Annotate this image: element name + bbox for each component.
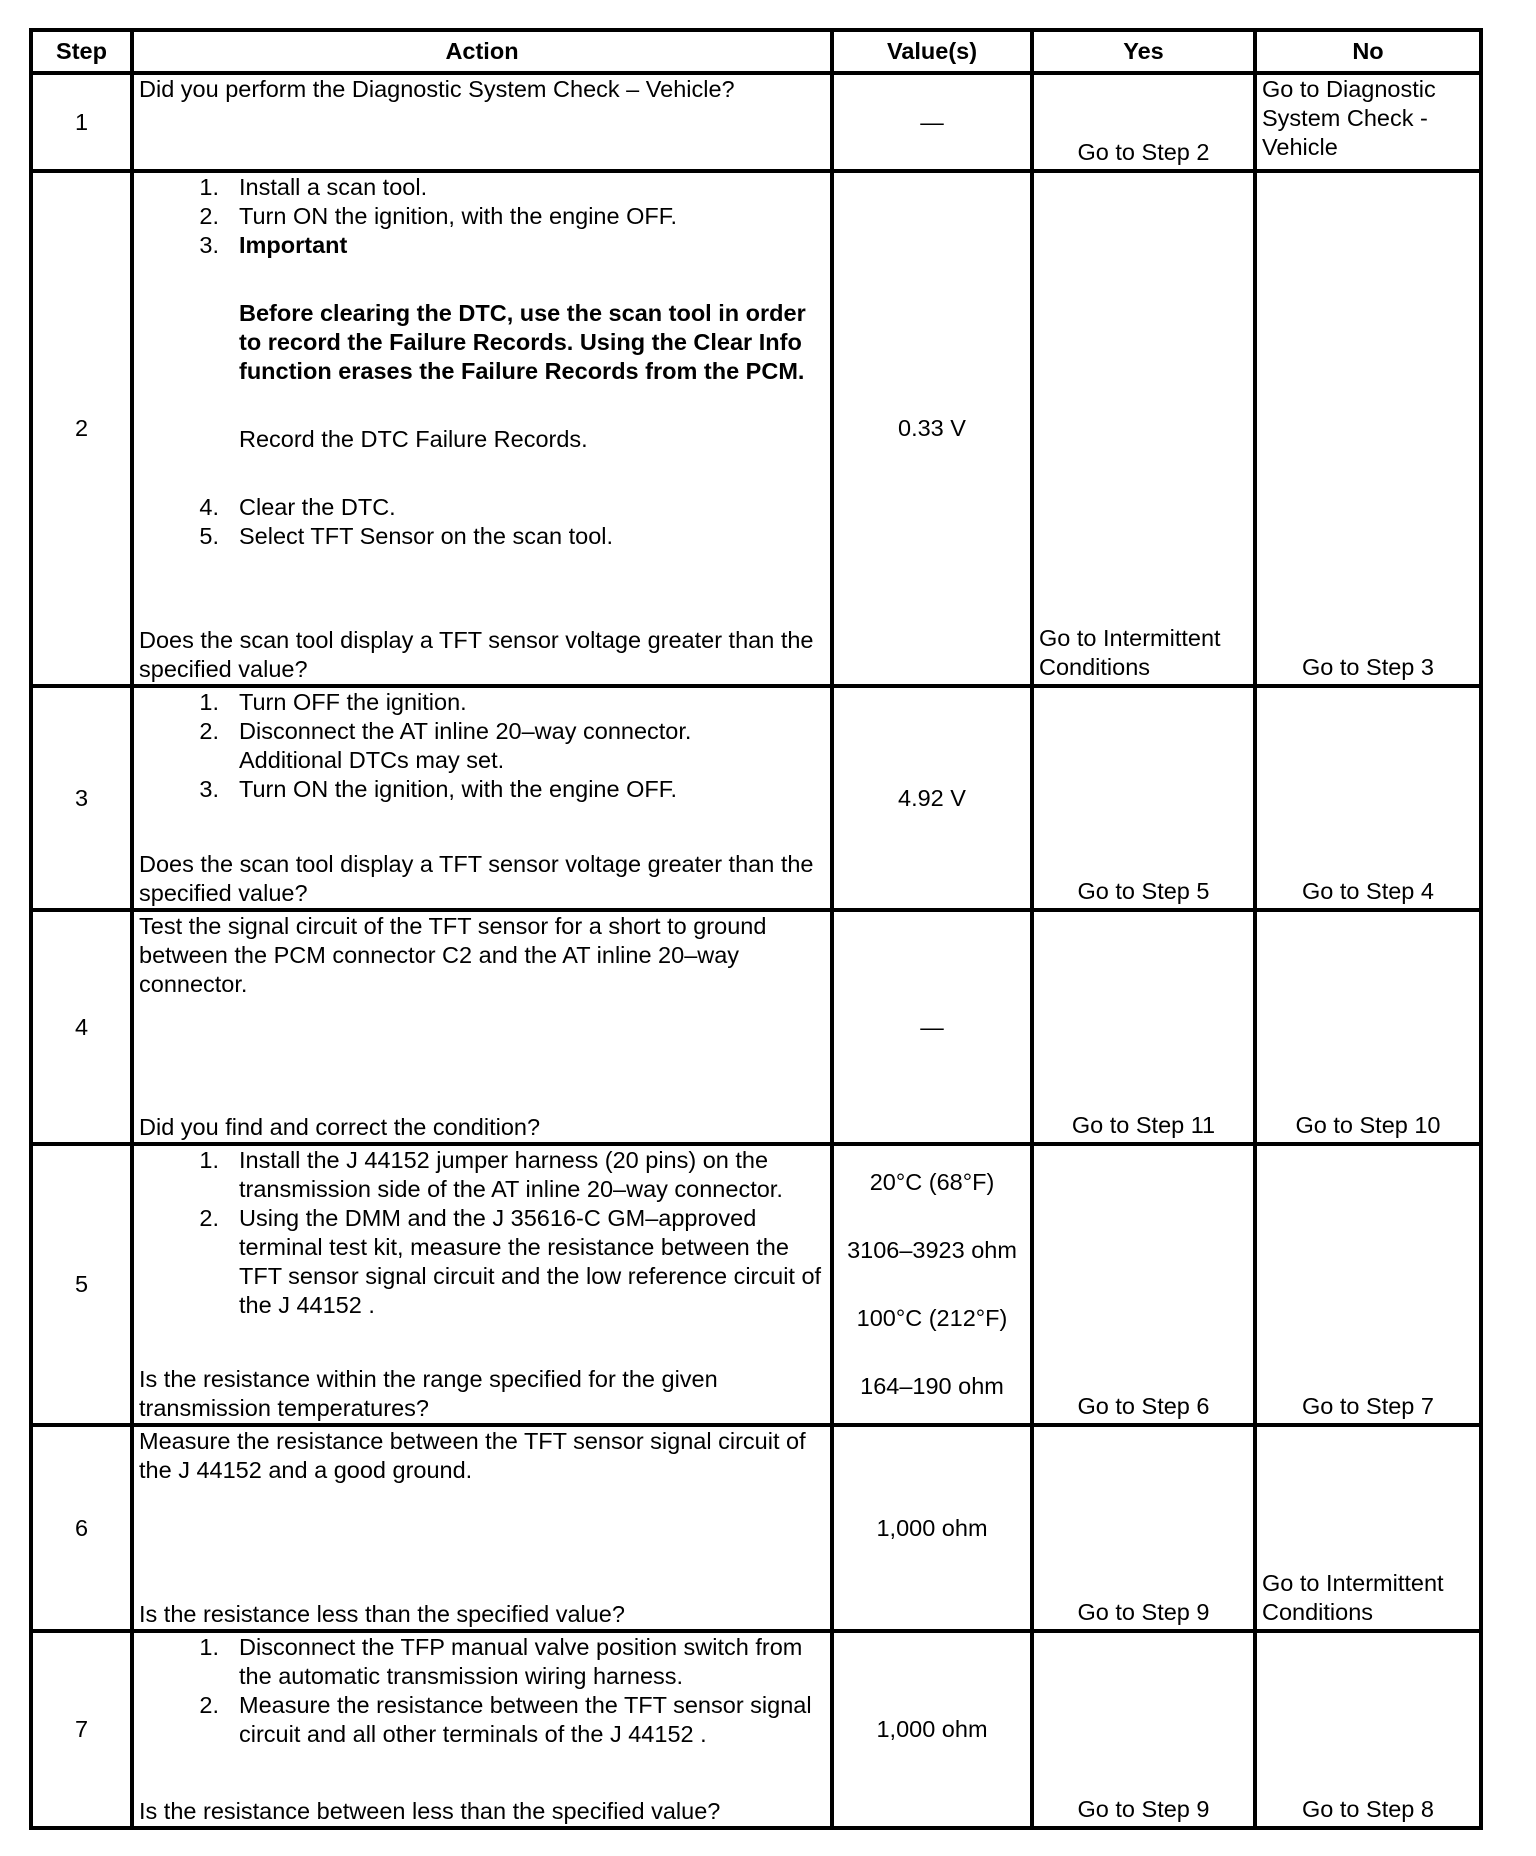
yes-link[interactable]: Go to Step 11 xyxy=(1071,1112,1216,1138)
value-cell: 0.33 V xyxy=(832,171,1032,686)
list-item: 2. Turn ON the ignition, with the engine OFF. xyxy=(199,203,678,229)
step-header: Step xyxy=(31,30,132,73)
temp-value: 100°C (212°F) xyxy=(856,1305,1008,1331)
list-item: 5. Select TFT Sensor on the scan tool. xyxy=(199,523,614,549)
diagnostic-table xyxy=(29,28,1483,1830)
no-cell xyxy=(1255,910,1481,1144)
table-row xyxy=(31,73,1481,171)
action-steps xyxy=(139,1146,825,1320)
yes-cell xyxy=(1032,73,1255,171)
action-instruction: Measure the resistance between the TFT sensor signal circuit of the J 44152 and a good ground. xyxy=(139,1428,806,1483)
yes-cell xyxy=(1032,1144,1255,1425)
no-cell xyxy=(1255,686,1481,910)
action-steps xyxy=(139,1633,825,1749)
list-item: Record the DTC Failure Records. xyxy=(239,426,588,452)
step-number: 7 xyxy=(31,1631,132,1828)
yes-cell xyxy=(1032,1425,1255,1631)
action-cell xyxy=(132,171,832,686)
action-cell xyxy=(132,1631,832,1828)
no-link[interactable]: Go to Intermittent Conditions xyxy=(1262,1570,1444,1625)
important-note: Before clearing the DTC, use the scan tool in order to record the Failure Records. Using the Clear Info function erases the Failure Records from the PCM. xyxy=(239,300,806,384)
table-row xyxy=(31,171,1481,686)
action-cell xyxy=(132,1425,832,1631)
resistance-value: 164–190 ohm xyxy=(860,1373,1004,1399)
action-instruction: Test the signal circuit of the TFT sensor for a short to ground between the PCM connector C2 and the AT inline 20–way connector. xyxy=(139,913,767,997)
yes-link[interactable]: Go to Step 9 xyxy=(1077,1599,1210,1625)
list-item: 2. Using the DMM and the J 35616-C GM–approved terminal test kit, measure the resistance between the TFT sensor signal circuit and the low reference circuit of the J 44152 . xyxy=(199,1205,822,1318)
yes-link[interactable]: Go to Intermittent Conditions xyxy=(1039,625,1221,680)
list-item: 1. Disconnect the TFP manual valve position switch from the automatic transmission wiring harness. xyxy=(199,1634,803,1689)
table-row xyxy=(31,1425,1481,1631)
yes-link[interactable]: Go to Step 2 xyxy=(1077,139,1210,165)
yes-link[interactable]: Go to Step 5 xyxy=(1077,878,1210,904)
value-cell: — xyxy=(832,73,1032,171)
value-cell: 4.92 V xyxy=(832,686,1032,910)
list-item: 2. Measure the resistance between the TFT sensor signal circuit and all other terminals of the J 44152 . xyxy=(199,1692,812,1747)
table-row xyxy=(31,910,1481,1144)
step-number: 1 xyxy=(31,73,132,171)
action-steps xyxy=(139,173,825,551)
no-header: No xyxy=(1255,30,1481,73)
action-question: Is the resistance less than the specified value? xyxy=(139,1601,625,1627)
action-cell xyxy=(132,73,832,171)
yes-link[interactable]: Go to Step 6 xyxy=(1077,1393,1210,1419)
yes-cell xyxy=(1032,910,1255,1144)
value-cell: 1,000 ohm xyxy=(832,1631,1032,1828)
action-header: Action xyxy=(132,30,832,73)
step-number: 5 xyxy=(31,1144,132,1425)
step-number: 2 xyxy=(31,171,132,686)
no-link[interactable]: Go to Step 8 xyxy=(1302,1796,1434,1822)
list-item: 1. Install a scan tool. xyxy=(199,174,428,200)
action-question: Did you find and correct the condition? xyxy=(139,1114,541,1140)
action-cell xyxy=(132,910,832,1144)
no-cell xyxy=(1255,1425,1481,1631)
yes-cell xyxy=(1032,171,1255,686)
yes-cell xyxy=(1032,1631,1255,1828)
no-link[interactable]: Go to Step 3 xyxy=(1302,654,1434,680)
no-link[interactable]: Go to Step 4 xyxy=(1302,878,1434,904)
resistance-value: 3106–3923 ohm xyxy=(847,1237,1017,1263)
action-cell xyxy=(132,1144,832,1425)
header-row xyxy=(31,30,1481,73)
table-row xyxy=(31,1631,1481,1828)
no-cell xyxy=(1255,73,1481,171)
list-item: 1. Turn OFF the ignition. xyxy=(199,689,467,715)
action-question: Does the scan tool display a TFT sensor voltage greater than the specified value? xyxy=(139,627,814,682)
important-label: Important xyxy=(239,232,348,258)
value-cell xyxy=(832,1144,1032,1425)
action-question: Is the resistance between less than the specified value? xyxy=(139,1798,721,1824)
yes-link[interactable]: Go to Step 9 xyxy=(1077,1796,1210,1822)
table-row xyxy=(31,686,1481,910)
action-question: Is the resistance within the range specified for the given transmission temperatures? xyxy=(139,1366,718,1421)
action-question: Did you perform the Diagnostic System Check – Vehicle? xyxy=(139,76,735,102)
step-number: 3 xyxy=(31,686,132,910)
list-item: 2. Disconnect the AT inline 20–way connector. Additional DTCs may set. xyxy=(199,718,692,773)
no-link[interactable]: Go to Diagnostic System Check - Vehicle xyxy=(1262,76,1436,160)
no-cell xyxy=(1255,1144,1481,1425)
list-item: 4. Clear the DTC. xyxy=(199,494,396,520)
no-cell xyxy=(1255,1631,1481,1828)
step-number: 4 xyxy=(31,910,132,1144)
no-cell xyxy=(1255,171,1481,686)
values-header: Value(s) xyxy=(832,30,1032,73)
value-cell: 1,000 ohm xyxy=(832,1425,1032,1631)
action-cell xyxy=(132,686,832,910)
action-steps xyxy=(139,688,825,804)
list-item: 3. Important xyxy=(139,231,825,260)
action-question: Does the scan tool display a TFT sensor voltage greater than the specified value? xyxy=(139,851,814,906)
value-cell: — xyxy=(832,910,1032,1144)
step-number: 6 xyxy=(31,1425,132,1631)
yes-header: Yes xyxy=(1032,30,1255,73)
temp-value: 20°C (68°F) xyxy=(869,1169,995,1195)
yes-cell xyxy=(1032,686,1255,910)
list-item: 1. Install the J 44152 jumper harness (20 pins) on the transmission side of the AT inline 20–way connector. xyxy=(199,1147,783,1202)
no-link[interactable]: Go to Step 10 xyxy=(1295,1112,1441,1138)
table-row xyxy=(31,1144,1481,1425)
no-link[interactable]: Go to Step 7 xyxy=(1302,1393,1434,1419)
list-item: 3. Turn ON the ignition, with the engine OFF. xyxy=(199,776,678,802)
